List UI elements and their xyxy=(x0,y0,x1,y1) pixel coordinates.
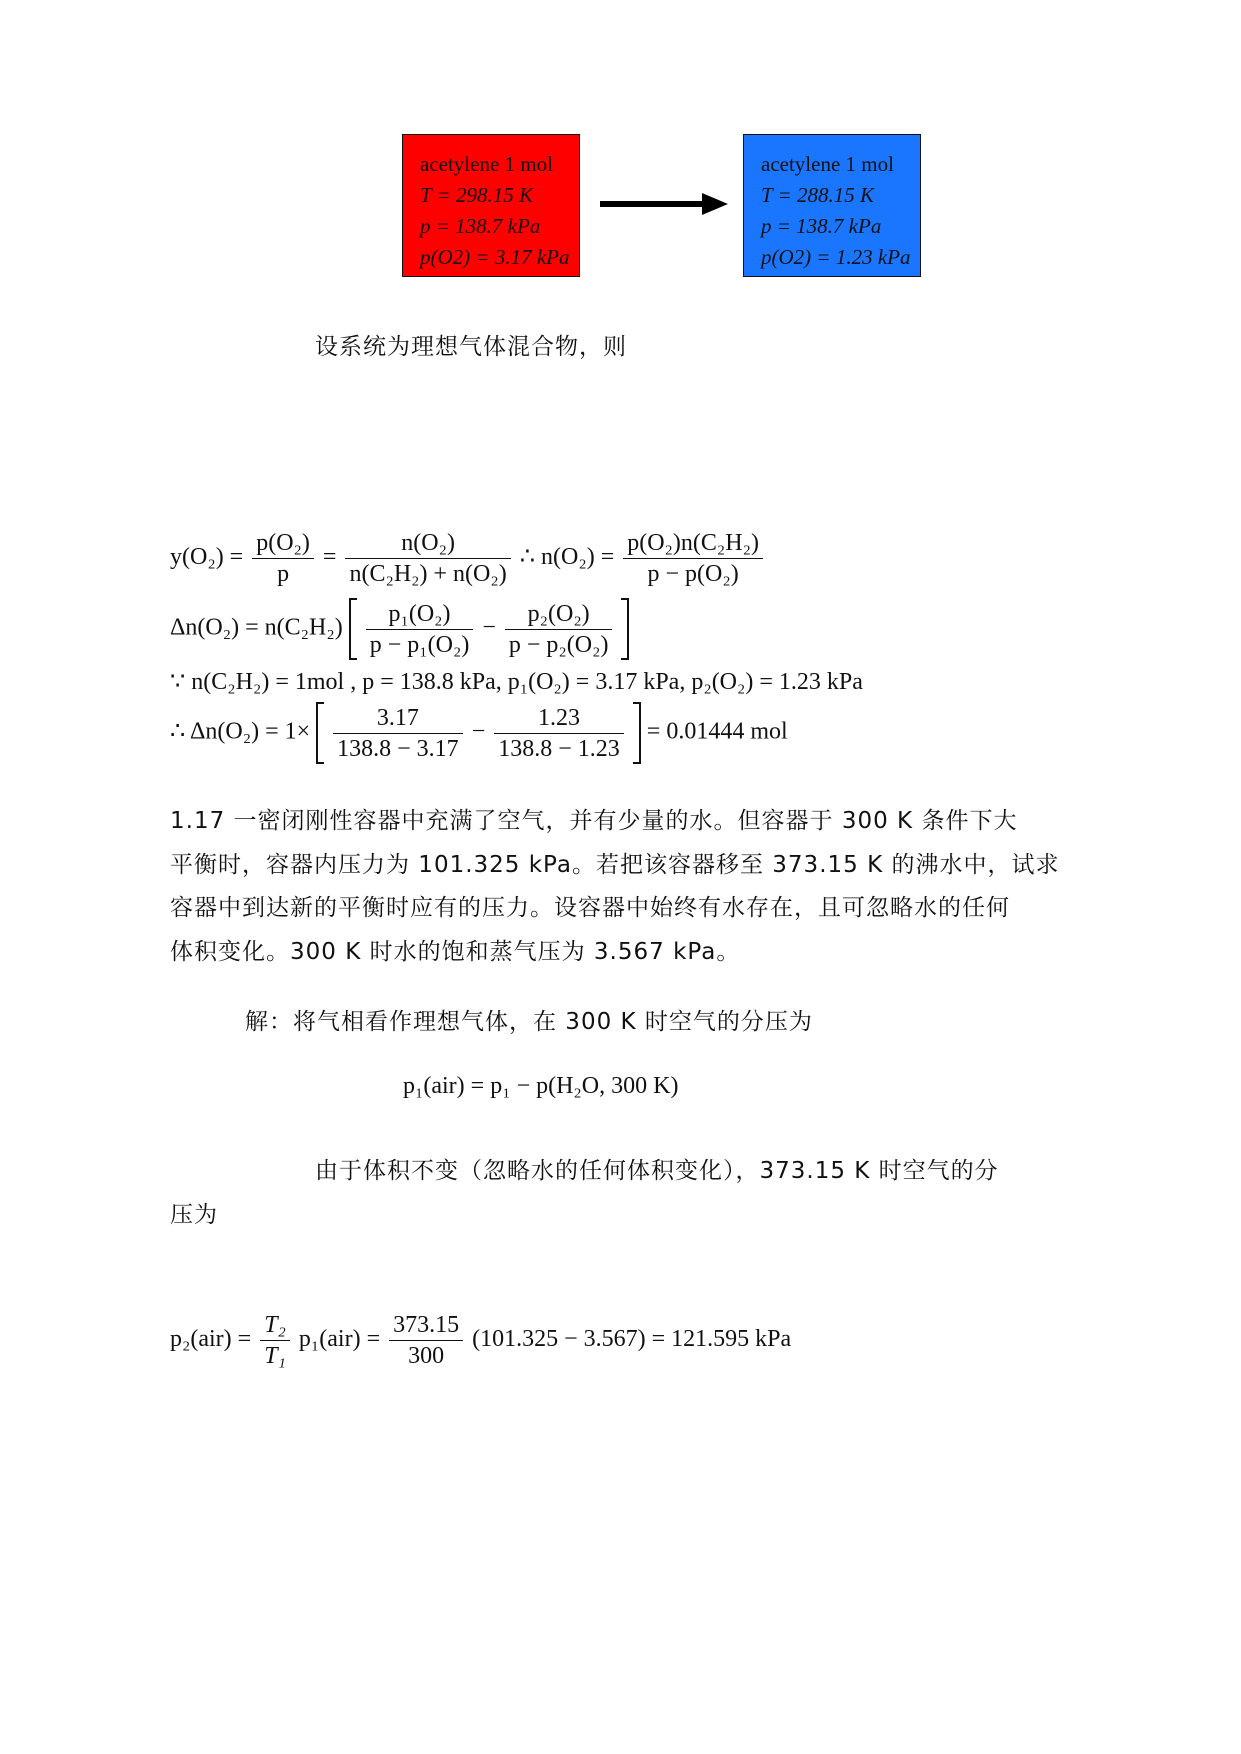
eq1-fraction-1 xyxy=(252,528,314,589)
equation-delta-n xyxy=(170,598,629,660)
eq1-f1-den: p xyxy=(277,561,290,587)
eq6-f2-den: 300 xyxy=(408,1343,445,1369)
eq4-fraction-1 xyxy=(333,703,463,764)
right-box-line2: T = 288.15 K xyxy=(761,183,874,207)
equation-result xyxy=(170,702,788,764)
left-bracket-icon xyxy=(349,598,357,660)
volume-line-1: 由于体积不变（忽略水的任何体积变化），373.15 K 时空气的分 xyxy=(315,1158,999,1184)
eq2-fraction-2 xyxy=(505,599,613,660)
eq4-f1-num: 3.17 xyxy=(333,703,463,734)
left-box-line4: p(O2) = 3.17 kPa xyxy=(420,245,570,269)
eq6-f1-den: T₁ xyxy=(264,1343,286,1369)
eq1-fraction-3 xyxy=(623,528,763,589)
eq2-f2-den: p − p₂(O₂) xyxy=(508,631,609,658)
eq4-minus: − xyxy=(471,718,486,745)
eq6-lhs: p₂(air) = xyxy=(170,1326,252,1353)
right-bracket-icon xyxy=(633,702,641,764)
eq6-fraction-2 xyxy=(389,1310,463,1371)
right-box-line4: p(O2) = 1.23 kPa xyxy=(761,245,911,269)
eq1-mid: ∴ n(O₂) = xyxy=(519,544,615,571)
eq6-f1-num: T₂ xyxy=(260,1310,290,1341)
equation-given-values: ∵ n(C₂H₂) = 1mol , p = 138.8 kPa, p₁(O₂) = 3.17 kPa, p₂(O₂) = 1.23 kPa xyxy=(170,669,863,695)
eq1-f1-num: p(O₂) xyxy=(252,528,314,559)
solution-intro: 解：将气相看作理想气体，在 300 K 时空气的分压为 xyxy=(245,1009,813,1035)
eq6-rhs: (101.325 − 3.567) = 121.595 kPa xyxy=(472,1326,792,1353)
right-box-line1: acetylene 1 mol xyxy=(761,152,894,176)
equation-final-pressure xyxy=(170,1310,791,1371)
eq6-mid: p₁(air) = xyxy=(298,1326,381,1353)
eq1-fraction-2 xyxy=(345,528,510,589)
eq1-lhs: y(O₂) = xyxy=(170,544,244,571)
eq2-f2-num: p₂(O₂) xyxy=(505,599,613,630)
eq1-f2-num: n(O₂) xyxy=(345,528,510,559)
eq2-fraction-1 xyxy=(366,599,474,660)
left-bracket-icon xyxy=(316,702,324,764)
right-bracket-icon xyxy=(621,598,629,660)
eq4-fraction-2 xyxy=(494,703,624,764)
arrow-right-icon xyxy=(598,192,730,216)
eq1-f3-den: p − p(O₂) xyxy=(647,561,739,587)
eq4-lhs: ∴ Δn(O₂) = 1× xyxy=(170,718,311,745)
right-box-line3: p = 138.7 kPa xyxy=(761,214,882,238)
left-box-line1: acetylene 1 mol xyxy=(420,152,553,176)
eq2-minus: − xyxy=(482,614,496,641)
problem-line-2: 平衡时，容器内压力为 101.325 kPa。若把该容器移至 373.15 K 的沸水中，试求 xyxy=(170,852,1060,878)
eq4-f2-num: 1.23 xyxy=(494,703,624,734)
eq1-f3-num: p(O₂)n(C₂H₂) xyxy=(623,528,763,559)
eq2-lhs: Δn(O₂) = n(C₂H₂) xyxy=(170,614,343,641)
left-state-box xyxy=(402,134,580,277)
right-state-box xyxy=(743,134,921,277)
eq4-f1-den: 138.8 − 3.17 xyxy=(337,735,459,762)
intro-text: 设系统为理想气体混合物，则 xyxy=(315,334,627,360)
problem-line-1: 1.17 一密闭刚性容器中充满了空气，并有少量的水。但容器于 300 K 条件下大 xyxy=(170,808,1018,834)
equation-mole-fraction xyxy=(170,528,766,589)
problem-line-3: 容器中到达新的平衡时应有的压力。设容器中始终有水存在，且可忽略水的任何 xyxy=(170,895,1010,921)
volume-line-2: 压为 xyxy=(170,1202,218,1228)
problem-line-4: 体积变化。300 K 时水的饱和蒸气压为 3.567 kPa。 xyxy=(170,939,741,965)
eq4-f2-den: 138.8 − 1.23 xyxy=(498,735,620,762)
left-box-line3: p = 138.7 kPa xyxy=(420,214,541,238)
eq1-equals: = xyxy=(322,544,337,571)
eq2-f1-num: p₁(O₂) xyxy=(366,599,474,630)
equation-air-partial-pressure: p₁(air) = p₁ − p(H₂O, 300 K) xyxy=(403,1073,679,1099)
eq2-f1-den: p − p₁(O₂) xyxy=(369,631,470,658)
eq4-rhs: = 0.01444 mol xyxy=(646,718,788,745)
left-box-line2: T = 298.15 K xyxy=(420,183,533,207)
eq6-fraction-1 xyxy=(260,1310,290,1371)
eq6-f2-num: 373.15 xyxy=(389,1310,463,1341)
eq1-f2-den: n(C₂H₂) + n(O₂) xyxy=(349,561,507,587)
